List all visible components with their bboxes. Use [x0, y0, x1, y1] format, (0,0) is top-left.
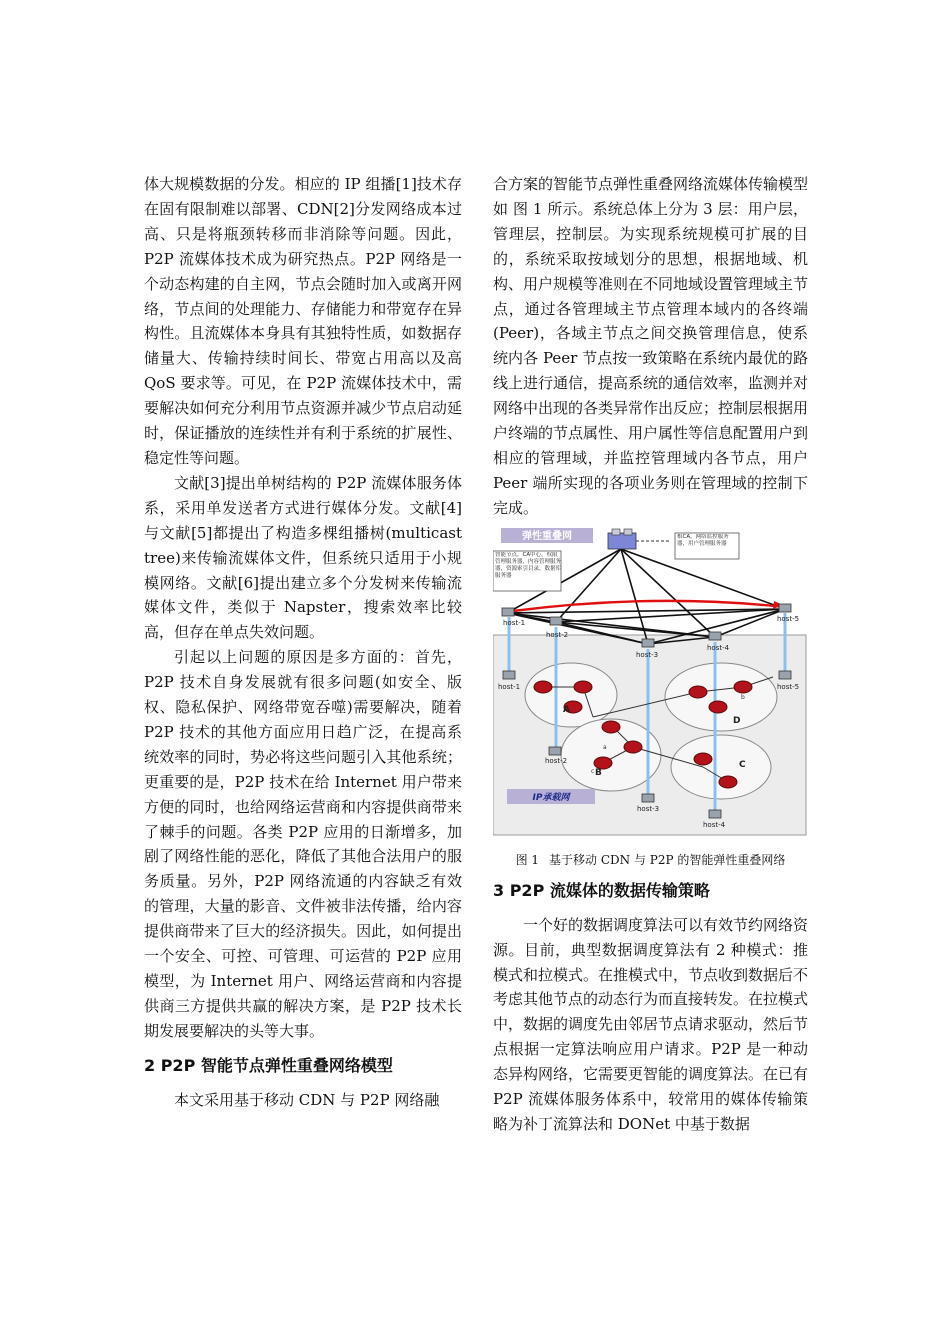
- server-cluster: [608, 529, 671, 549]
- host-label: host-4: [707, 643, 730, 652]
- paragraph: 引起以上问题的原因是多方面的：首先，P2P 技术自身发展就有很多问题(如安全、版权、隐私保护、网络带宽吞噬)需要解决，随着 P2P 技术的其他方面应用日趋广泛，在提高系统效率的同时，势必将这些问题引入其他系统；更重要的是，P2P 技术在给 Internet 用户带来方便的同时，也给网络运营商和内容提供商带来了棘手的问题。各类 P2P 应用的日渐增多，加剧了网络性能的恶化，降低了其他合法用户的服务质量。另外，P2P 网络流通的内容缺乏有效的管理，大量的影音、文件被非法传播，给内容提供商带来了巨大的经济损失。因此，如何提出一个安全、可控、可管理、可运营的 P2P 应用模型，为 Internet 用户、网络运营商和内容提供商三方提供共赢的解决方案，是 P2P 技术长期发展要解决的头等大事。: [144, 648, 462, 1040]
- host-label: host-1: [503, 618, 526, 627]
- router-label: b: [741, 693, 745, 701]
- domain-label: D: [733, 715, 741, 726]
- host-label: host-5: [777, 614, 800, 623]
- server-box-text: 根CA，网络监控服务器，用户管理服务器: [677, 533, 729, 547]
- host-label: host-3: [636, 650, 659, 659]
- section-heading: 2 P2P 智能节点弹性重叠网络模型: [144, 1055, 393, 1075]
- network-diagram: [493, 527, 808, 837]
- domain-label: C: [739, 759, 746, 770]
- router-label: a: [603, 743, 607, 751]
- figure-caption: [493, 851, 808, 869]
- paragraph: 体大规模数据的分发。相应的 IP 组播[1]技术存在固有限制难以部署、CDN[2]分发网络成本过高、只是将瓶颈转移而非消除等问题。因此，P2P 流媒体技术成为研究热点。P2P 网络是一个动态构建的自主网，节点会随时加入或离开网络，节点间的处理能力、存储能力和带宽存在异构性。且流媒体本身具有其独特性质，如数据存储量大、传输持续时间长、带宽占用高以及高 QoS 要求等。可见，在 P2P 流媒体技术中，需要解决如何充分利用节点资源并减少节点启动延时，保证播放的连续性并有利于系统的扩展性、稳定性等问题。: [144, 175, 462, 467]
- domain-cloud: [671, 735, 771, 799]
- left-column: [144, 172, 462, 1113]
- server-box-text-wrap: [677, 534, 739, 560]
- mgmt-box-text: 智能节点，CA中心，权限管理服务器，内容管理服务器，资源索引目录，数据库服务器: [495, 551, 561, 579]
- host-label: host-2: [546, 630, 569, 639]
- host-label: host-1: [498, 682, 521, 691]
- caption-text: 基于移动 CDN 与 P2P 的智能弹性重叠网络: [549, 852, 786, 867]
- section-heading: 3 P2P 流媒体的数据传输策略: [493, 880, 710, 900]
- paragraph: 合方案的智能节点弹性重叠网络流媒体传输模型如 图 1 所示。系统总体上分为 3 层：用户层，管理层，控制层。为实现系统规模可扩展的目的，系统采取按域划分的思想，根据地域、机构、用户规模等准则在不同地域设置管理域主节点，通过各管理域主节点管理本域内的各终端(Peer)，各域主节点之间交换管理信息，使系统内各 Peer 节点按一致策略在系统内最优的路线上进行通信，提高系统的通信效率，监测并对网络中出现的各类异常作出反应；控制层根据用户终端的节点属性、用户属性等信息配置用户到相应的管理域，并监控管理域内各节点，用户 Peer 端所实现的各项业务则在管理域的控制下完成。: [493, 175, 809, 517]
- host-label: host-4: [703, 820, 726, 829]
- overlay-label: 弹性重叠网: [522, 530, 572, 542]
- paragraph: 文献[3]提出单树结构的 P2P 流媒体服务体系，采用单发送者方式进行媒体分发。文献[4]与文献[5]都提出了构造多棵组播树(multicast tree)来传输流媒体文件，但系统只适用于小规模网络。文献[6]提出建立多个分发树来传输流媒体文件，类似于 Napster，搜索效率比较高，但存在单点失效问题。: [144, 473, 462, 642]
- domain-cloud: [665, 663, 777, 731]
- paragraph: 本文采用基于移动 CDN 与 P2P 网络融: [174, 1090, 440, 1109]
- router-label: c: [591, 767, 595, 775]
- domain-label: B: [595, 767, 602, 778]
- host-label: host-5: [777, 682, 800, 691]
- ip-label: IP承载网: [532, 792, 570, 803]
- right-column: [493, 172, 808, 1137]
- domain-cloud: [525, 663, 617, 727]
- figure-1: [493, 527, 808, 837]
- caption-number: 图 1: [515, 852, 540, 867]
- mgmt-box-text-wrap: [495, 552, 561, 592]
- host-label: host-2: [545, 756, 568, 765]
- paragraph: 一个好的数据调度算法可以有效节约网络资源。目前，典型数据调度算法有 2 种模式：推模式和拉模式。在推模式中，节点收到数据后不考虑其他节点的动态行为而直接转发。在拉模式中，数据的调度先由邻居节点请求驱动，然后节点根据一定算法响应用户请求。P2P 是一种动态异构网络，它需要更智能的调度算法。在已有 P2P 流媒体服务体系中，较常用的媒体传输策略为补丁流算法和 DONet 中基于数据: [493, 915, 809, 1133]
- domain-label: A: [563, 704, 570, 715]
- host-label: host-3: [637, 804, 660, 813]
